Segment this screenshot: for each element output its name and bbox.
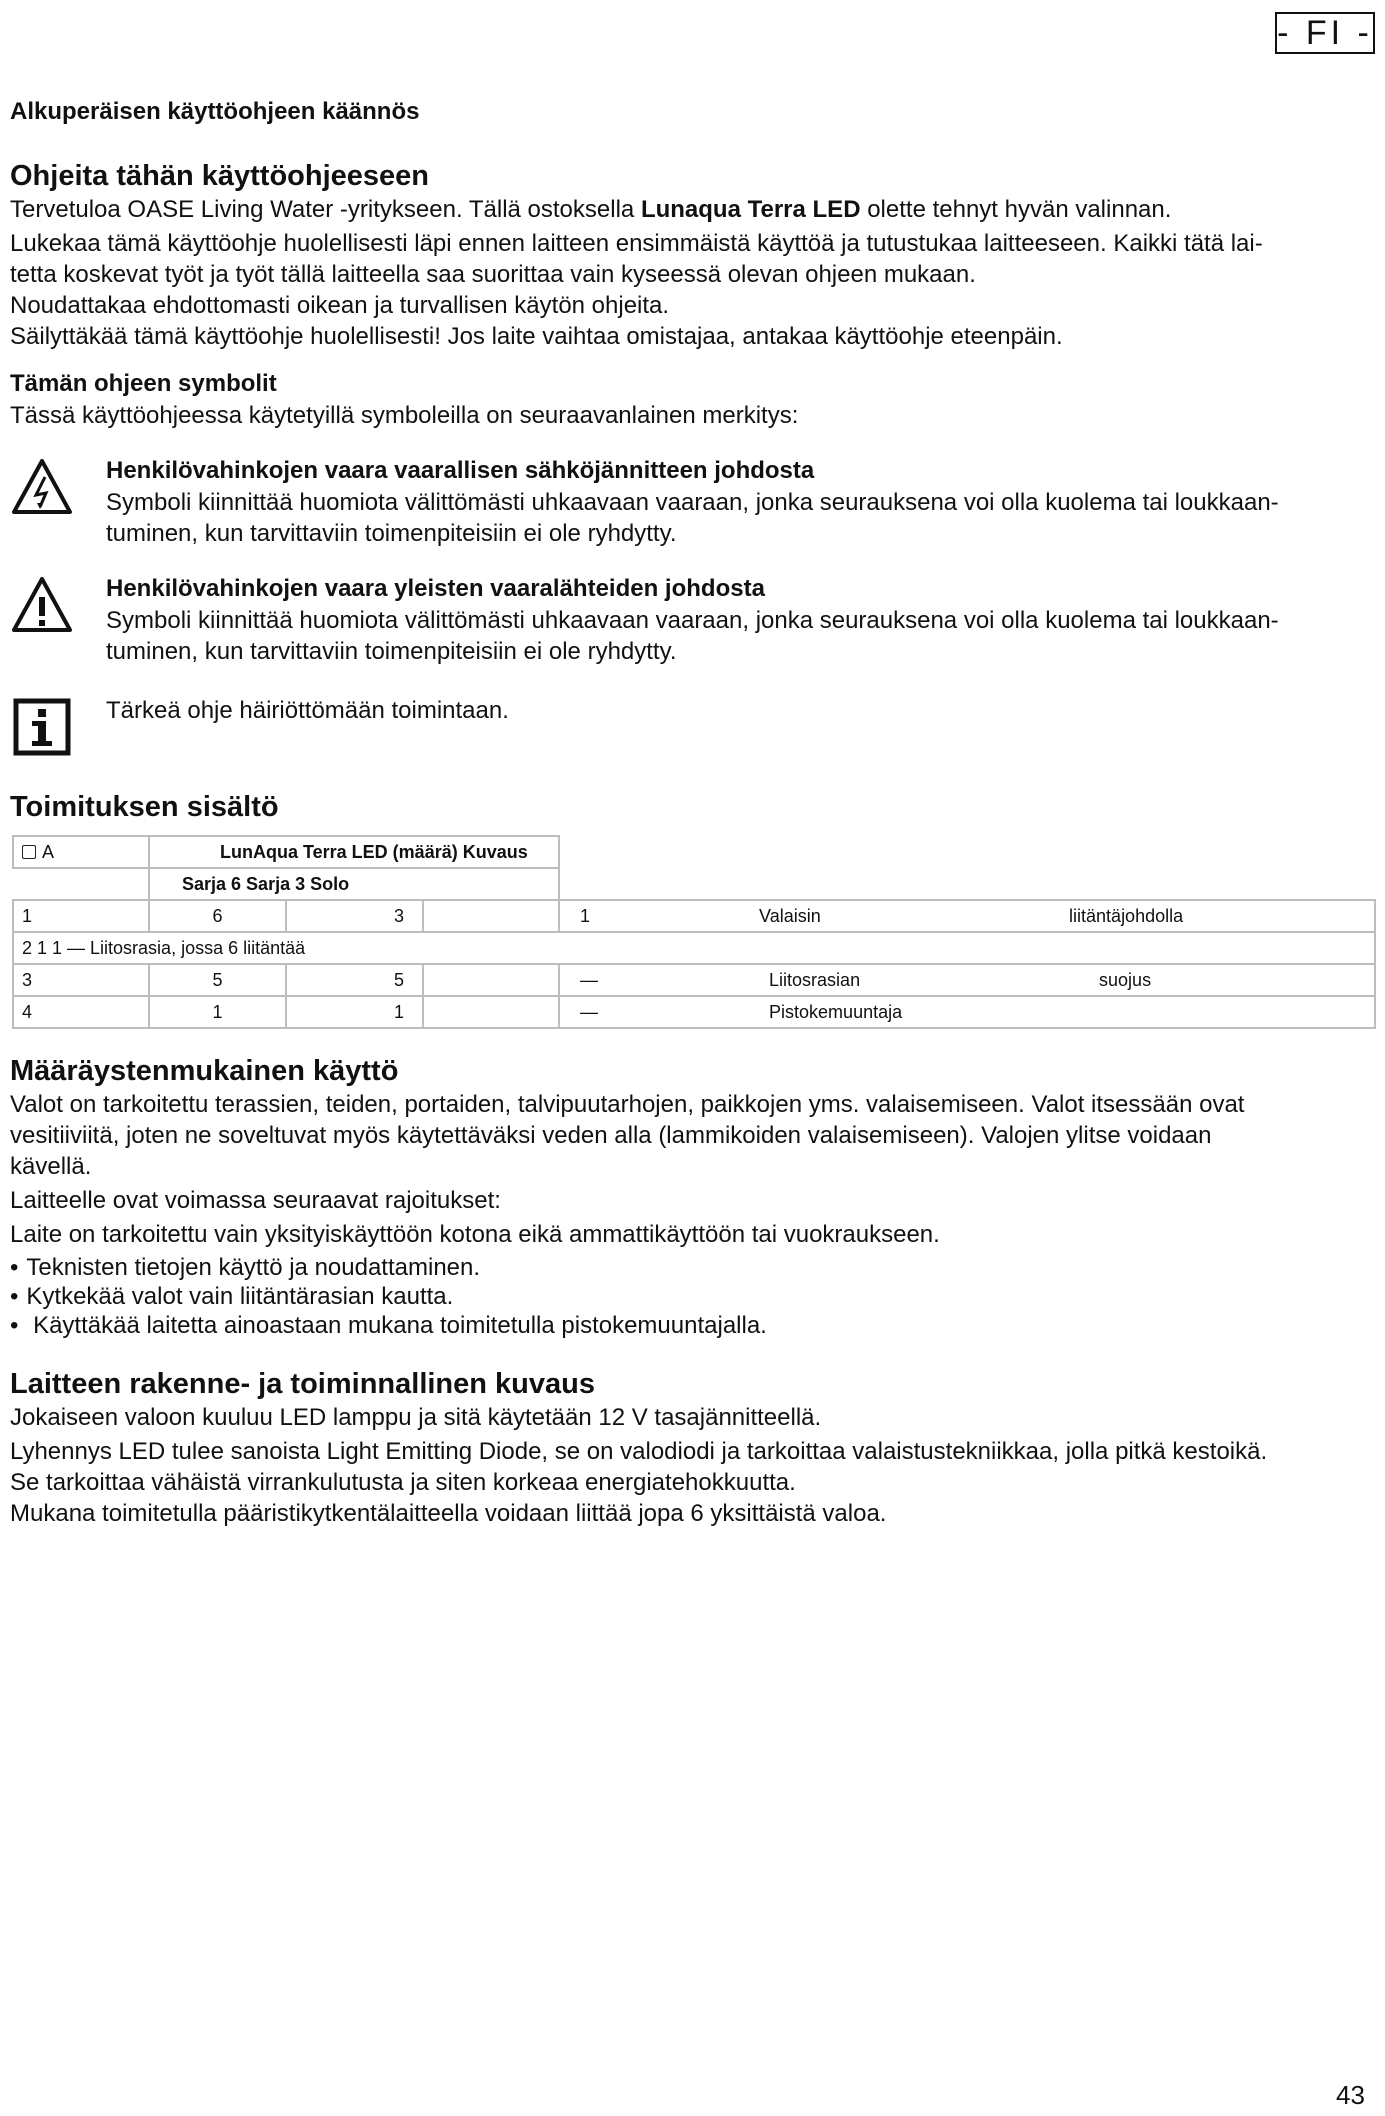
- table-cell: 5: [286, 964, 423, 996]
- symbol-heading: Henkilövahinkojen vaara yleisten vaaralähteiden johdosta: [106, 575, 765, 602]
- page-number: 43: [1336, 2080, 1365, 2110]
- electric-warning-icon: [10, 455, 74, 519]
- symbol-description: Symboli kiinnittää huomiota välittömästi uhkaavaan vaaraan, jonka seurauksena voi olla kuolema tai loukkaan- tuminen, kun tarvittaviin toimenpiteisiin ei ole ryhdytty.: [106, 489, 1279, 547]
- table-cell: [423, 996, 559, 1028]
- construction-paragraph-1: Jokaiseen valoon kuuluu LED lamppu ja sitä käytetään 12 V tasajännitteellä.: [10, 1404, 822, 1431]
- table-row: [13, 932, 1375, 964]
- delivery-section: [10, 789, 1370, 825]
- list-item: • Käyttäkää laitetta ainoastaan mukana toimitetulla pistokemuuntajalla.: [10, 1311, 1370, 1340]
- table-cell: [559, 836, 1375, 868]
- guide-paragraph-4: Säilyttäkää tämä käyttöohje huolellisesti! Jos laite vaihtaa omistajaa, antakaa käyttöohje eteenpäin.: [10, 323, 1063, 350]
- table-cell: A: [13, 836, 149, 868]
- usage-paragraph-3: Laite on tarkoitettu vain yksityiskäyttöön kotona eikä ammattikäyttöön tai vuokraukseen.: [10, 1221, 940, 1248]
- table-cell: Pistokemuuntaja: [739, 996, 1009, 1028]
- checkbox-icon: [22, 845, 36, 859]
- usage-paragraph-2: Laitteelle ovat voimassa seuraavat rajoitukset:: [10, 1187, 501, 1214]
- table-cell: 1: [559, 900, 739, 932]
- list-item: • Teknisten tietojen käyttö ja noudattaminen.: [10, 1253, 1370, 1282]
- table-cell: [1009, 996, 1375, 1028]
- construction-paragraph-3: Mukana toimitetulla pääristikytkentälaitteella voidaan liittää jopa 6 yksittäistä valoa.: [10, 1500, 887, 1527]
- table-cell: [559, 868, 1375, 900]
- table-cell: [423, 900, 559, 932]
- table-cell: suojus: [1009, 964, 1375, 996]
- table-header-row: [13, 868, 1375, 900]
- general-warning-icon: [10, 573, 74, 637]
- symbol-heading: Henkilövahinkojen vaara vaarallisen sähköjännitteen johdosta: [106, 457, 815, 484]
- table-cell: 3: [13, 964, 149, 996]
- symbols-intro: Tässä käyttöohjeessa käytetyillä symboleilla on seuraavanlainen merkitys:: [10, 402, 799, 429]
- table-cell: 1: [149, 996, 286, 1028]
- product-name: Lunaqua Terra LED: [640, 196, 861, 223]
- usage-title: Määräystenmukainen käyttö: [10, 1055, 399, 1087]
- table-cell: [13, 868, 149, 900]
- symbol-description: Tärkeä ohje häiriöttömään toimintaan.: [106, 697, 509, 724]
- language-badge: - FI -: [1275, 12, 1375, 54]
- usage-paragraph-1: Valot on tarkoitettu terassien, teiden, portaiden, talvipuutarhojen, paikkojen yms. valaisemiseen. Valot itsessään ovat vesitiiviitä, joten ne soveltuvat myös käytettäväksi veden alla (lammikoiden valaisemiseen). Valojen ylitse voidaan kävellä.: [10, 1091, 1245, 1180]
- table-cell: —: [559, 964, 739, 996]
- guide-section: [10, 158, 1370, 352]
- guide-paragraph-1: Tervetuloa OASE Living Water -yritykseen. Tällä ostoksella Lunaqua Terra LED olette tehnyt hyvän valinnan.: [10, 196, 1172, 223]
- document-subtitle: Alkuperäisen käyttöohjeen käännös: [10, 98, 420, 125]
- construction-title: Laitteen rakenne- ja toiminnallinen kuvaus: [10, 1368, 595, 1400]
- table-header-row: [13, 836, 1375, 868]
- table-cell: 1: [13, 900, 149, 932]
- delivery-table: [12, 835, 1376, 1029]
- symbol-description: Symboli kiinnittää huomiota välittömästi uhkaavaan vaaraan, jonka seurauksena voi olla kuolema tai loukkaan- tuminen, kun tarvittaviin toimenpiteisiin ei ole ryhdytty.: [106, 607, 1279, 665]
- table-cell: 6: [149, 900, 286, 932]
- table-row: [13, 964, 1375, 996]
- construction-section: [10, 1366, 1370, 1529]
- restriction-list: [10, 1253, 1370, 1340]
- table-cell: 4: [13, 996, 149, 1028]
- table-cell: 3: [286, 900, 423, 932]
- table-cell: liitäntäjohdolla: [1009, 900, 1375, 932]
- symbols-section: [10, 368, 1370, 431]
- construction-paragraph-2: Lyhennys LED tulee sanoista Light Emitting Diode, se on valodiodi ja tarkoittaa valaistustekniikkaa, jolla pitkä kestoikä. Se tarkoittaa vähäistä virrankulutusta ja siten korkeaa energiatehokkuutta.: [10, 1438, 1268, 1496]
- table-cell: LunAqua Terra LED (määrä) Kuvaus: [149, 836, 559, 868]
- table-cell: 1: [286, 996, 423, 1028]
- symbols-title: Tämän ohjeen symbolit: [10, 370, 277, 397]
- delivery-title: Toimituksen sisältö: [10, 791, 279, 823]
- guide-title: Ohjeita tähän käyttöohjeeseen: [10, 160, 430, 192]
- table-cell: —: [559, 996, 739, 1028]
- table-cell: [423, 964, 559, 996]
- table-row: [13, 900, 1375, 932]
- info-icon: [10, 695, 74, 759]
- table-cell: 2 1 1 — Liitosrasia, jossa 6 liitäntää: [13, 932, 1375, 964]
- usage-section: [10, 1053, 1370, 1340]
- list-item: • Kytkekää valot vain liitäntärasian kautta.: [10, 1282, 1370, 1311]
- table-cell: Liitosrasian: [739, 964, 1009, 996]
- guide-paragraph-3: Noudattakaa ehdottomasti oikean ja turvallisen käytön ohjeita.: [10, 292, 670, 319]
- table-cell: Valaisin: [739, 900, 1009, 932]
- table-row: [13, 996, 1375, 1028]
- guide-paragraph-2: Lukekaa tämä käyttöohje huolellisesti läpi ennen laitteen ensimmäistä käyttöä ja tutustukaa laitteeseen. Kaikki tätä lai- tetta koskevat työt ja työt tällä laitteella saa suorittaa vain kyseessä olevan ohjeen mukaan.: [10, 230, 1263, 288]
- table-cell: 5: [149, 964, 286, 996]
- table-cell: Sarja 6 Sarja 3 Solo: [149, 868, 559, 900]
